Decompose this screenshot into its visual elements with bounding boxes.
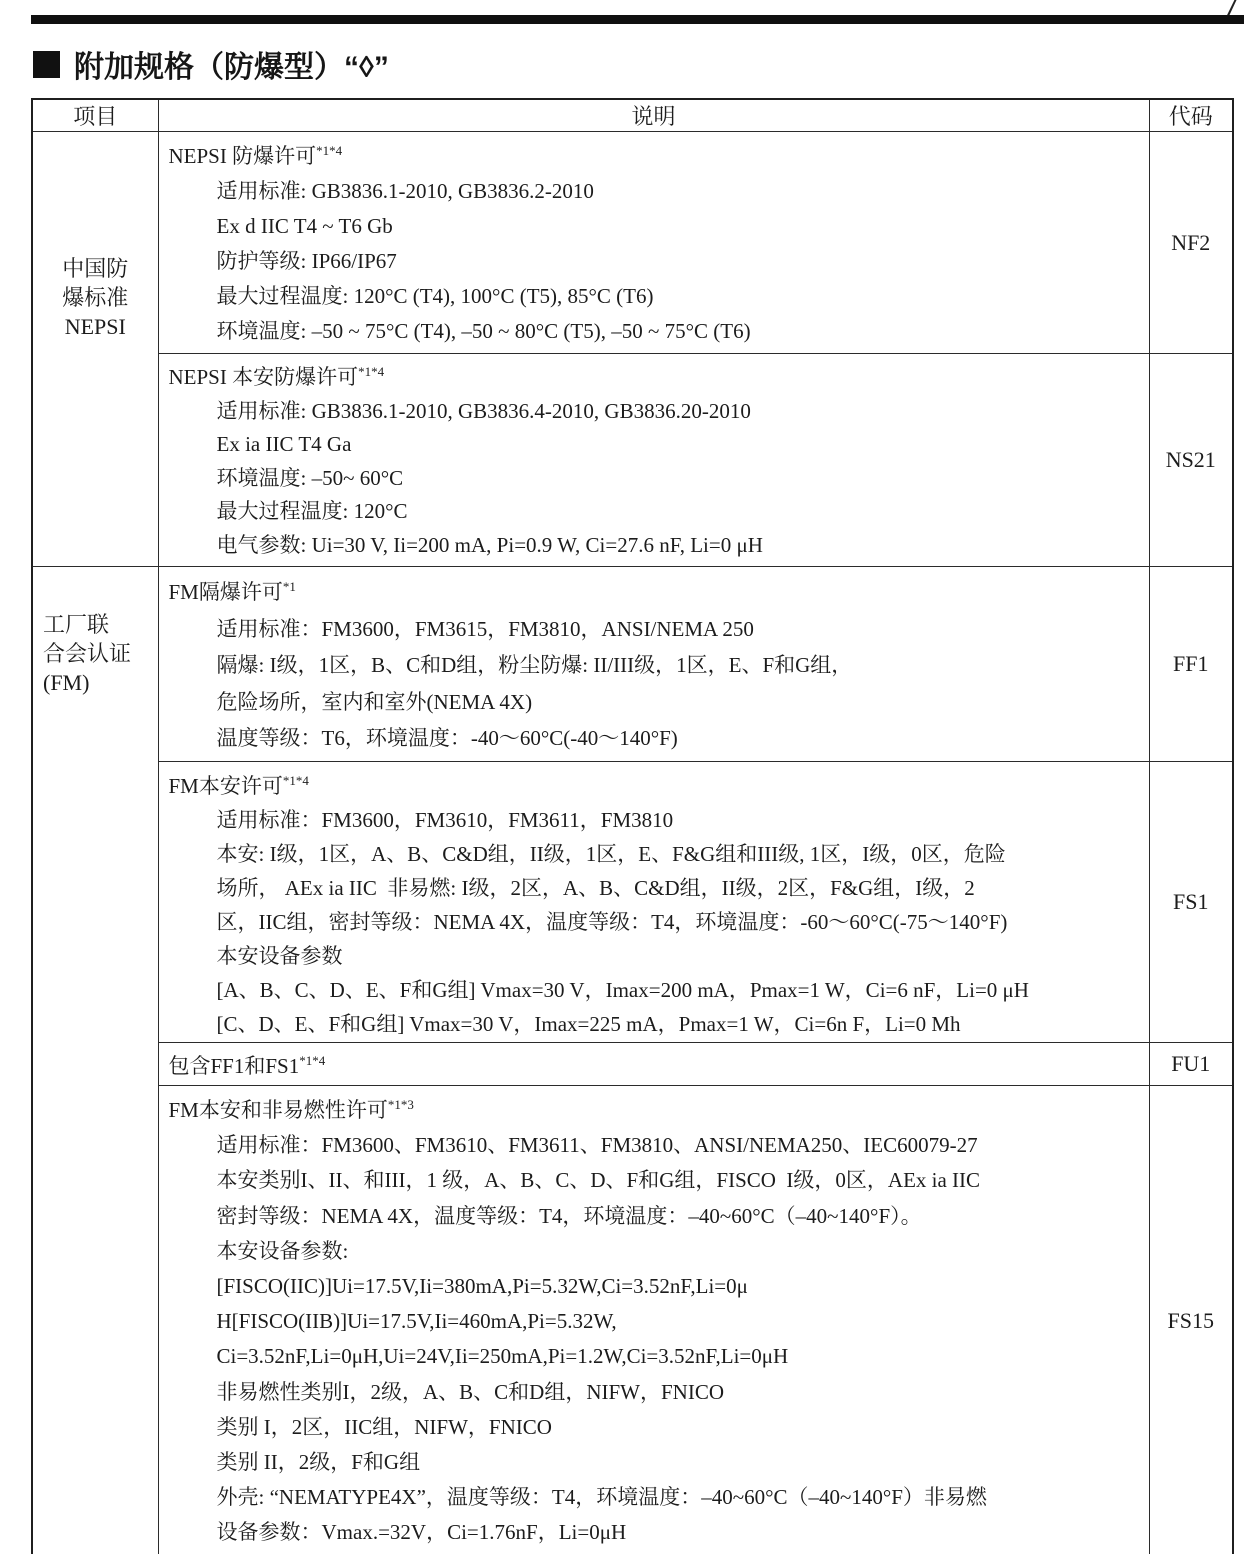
spec-line [169, 769, 1145, 803]
spec-text: 最大过程温度: 120°C [216, 499, 408, 523]
spec-text: Ci=3.52nF,Li=0μH,Ui=24V,Ii=250mA,Pi=1.2W,Ci=3.52nF,Li=0μH [216, 1344, 789, 1369]
spec-text: FM隔爆许可 [168, 580, 283, 604]
footnote-marker: *1*3 [387, 1097, 414, 1112]
spec-text: 环境温度: –50 ~ 75°C (T4), –50 ~ 80°C (T5), –50 ~ 75°C (T6) [216, 319, 751, 343]
spec-text: 区，IIC组，密封等级：NEMA 4X，温度等级：T4，环境温度：-60～60°C(-75～140°F) [216, 910, 1008, 934]
spec-text: 温度等级：T6，环境温度：-40～60°C(-40～140°F) [216, 726, 678, 750]
spec-line [169, 174, 1145, 209]
spec-cell-ns21 [158, 354, 1149, 567]
spec-text: 最大过程温度: 120°C (T4), 100°C (T5), 85°C (T6) [216, 284, 654, 308]
spec-text: [FISCO(IIC)]Ui=17.5V,Ii=380mA,Pi=5.32W,Ci=3.52nF,Li=0μ [216, 1274, 748, 1299]
spec-text: [C、D、E、F和G组] Vmax=30 V，Imax=225 mA，Pmax=1 W，Ci=6n F，Li=0 Mh [216, 1012, 961, 1036]
spec-line [169, 1304, 1145, 1339]
col-header-item: 项目 [32, 99, 158, 132]
col-header-code: 代码 [1149, 99, 1233, 132]
table-header-row [32, 99, 1233, 132]
spec-table [31, 98, 1234, 1554]
spec-line [169, 720, 1145, 757]
footnote-marker: *1*4 [299, 1053, 326, 1068]
spec-text: 本安设备参数 [216, 944, 343, 968]
spec-line [169, 279, 1145, 314]
code-cell-ff1: FF1 [1149, 567, 1233, 762]
spec-line [169, 1375, 1145, 1410]
spec-text: FM本安和非易燃性许可 [168, 1098, 388, 1122]
spec-text: Ex ia IIC T4 Ga [216, 432, 352, 456]
group-label-line: 中国防 [62, 256, 129, 281]
spec-line [169, 1199, 1145, 1234]
spec-line [169, 209, 1145, 244]
spec-text: 本安设备参数: [216, 1238, 349, 1263]
spec-line [169, 244, 1145, 279]
spec-text: 本安: I级，1区，A、B、C&D组，II级，1区，E、F&G组和III级, 1区，I级，0区，危险 [216, 842, 1006, 866]
spec-cell-fs15 [158, 1086, 1149, 1554]
code-cell-fu1: FU1 [1149, 1043, 1233, 1086]
spec-line [169, 1339, 1145, 1374]
spec-line [169, 462, 1145, 496]
group-label-line: (FM) [43, 670, 90, 695]
spec-text: 类别 I，2区，IIC组，NIFW，FNICO [216, 1414, 552, 1439]
spec-line [169, 973, 1145, 1007]
spec-line [169, 1234, 1145, 1269]
table-row-fs15 [32, 1086, 1233, 1554]
section-bullet-icon [33, 51, 60, 78]
spec-text: 环境温度: –50~ 60°C [216, 465, 404, 490]
table-row-nf2 [32, 132, 1233, 354]
spec-line [169, 495, 1145, 529]
spec-line [169, 1007, 1145, 1041]
spec-line [169, 871, 1145, 905]
spec-text: 电气参数: Ui=30 V, Ii=200 mA, Pi=0.9 W, Ci=27.6 nF, Li=0 μH [216, 532, 763, 557]
spec-line [169, 1128, 1145, 1163]
footnote-marker: *1*4 [358, 364, 385, 379]
spec-cell-fs1 [158, 762, 1149, 1043]
spec-line [169, 314, 1145, 349]
footnote-marker: *1 [282, 579, 296, 594]
spec-line [169, 1445, 1145, 1480]
spec-text: 适用标准：FM3600，FM3610，FM3611，FM3810 [216, 808, 674, 832]
spec-text: 密封等级：NEMA 4X，温度等级：T4，环境温度：–40~60°C（–40~140°F）。 [216, 1203, 922, 1228]
section-title [33, 42, 389, 86]
spec-line [169, 1410, 1145, 1445]
code-cell-fs15: FS15 [1149, 1086, 1233, 1554]
table-row-ff1 [32, 567, 1233, 762]
spec-text: 隔爆: I级，1区，B、C和D组，粉尘防爆: II/III级，1区，E、F和G组， [216, 653, 853, 677]
spec-text: 类别 II，2级，F和G组 [216, 1450, 421, 1475]
spec-cell-ff1 [158, 567, 1149, 762]
spec-line [169, 395, 1145, 429]
spec-text: 适用标准: GB3836.1-2010, GB3836.2-2010 [216, 179, 594, 203]
code-cell-fs1: FS1 [1149, 762, 1233, 1043]
table-row-fu1 [32, 1043, 1233, 1086]
spec-line [169, 1163, 1145, 1198]
table-row-fs1 [32, 762, 1233, 1043]
spec-text: 适用标准：FM3600，FM3615，FM3810，ANSI/NEMA 250 [216, 616, 754, 641]
group-label-line: 工厂联 [43, 612, 110, 637]
spec-text: 危险场所，室内和室外(NEMA 4X) [216, 689, 533, 714]
spec-text: 适用标准: GB3836.1-2010, GB3836.4-2010, GB3836.20-2010 [216, 398, 751, 423]
spec-line [169, 529, 1145, 563]
spec-line [169, 939, 1145, 973]
group-label-line: NEPSI [64, 314, 126, 339]
spec-text: 防护等级: IP66/IP67 [216, 249, 397, 273]
spec-text: 场所， AEx ia IIC 非易燃: I级，2区，A、B、C&D组，II级，2区，F&G组，I级，2 [216, 876, 975, 900]
spec-text: NEPSI 防爆许可 [168, 144, 317, 168]
spec-line [169, 1480, 1145, 1515]
section-title-text: 附加规格（防爆型）“◊” [74, 51, 389, 84]
spec-text: [A、B、C、D、E、F和G组] Vmax=30 V，Imax=200 mA，Pmax=1 W，Ci=6 nF，Li=0 μH [216, 978, 1029, 1002]
spec-text: 包含FF1和FS1 [168, 1054, 300, 1078]
spec-text: Ex d IIC T4 ~ T6 Gb [216, 214, 393, 238]
spec-line [169, 905, 1145, 939]
spec-line [169, 574, 1145, 611]
spec-line [169, 1269, 1145, 1304]
code-cell-nf2: NF2 [1149, 132, 1233, 354]
group-label-line: 爆标准 [62, 285, 129, 310]
spec-line [169, 803, 1145, 837]
group-label-fm [32, 567, 158, 1554]
spec-line [169, 837, 1145, 871]
header-rule [31, 15, 1244, 24]
code-cell-ns21: NS21 [1149, 354, 1233, 567]
group-label-nepsi [32, 132, 158, 567]
spec-text: 非易燃性类别I，2级，A、B、C和D组，NIFW，FNICO [216, 1379, 725, 1404]
spec-cell-fu1 [158, 1043, 1149, 1086]
col-header-description: 说明 [158, 99, 1149, 132]
spec-text: FM本安许可 [168, 774, 283, 798]
spec-line [169, 361, 1145, 395]
spec-line [169, 1093, 1145, 1128]
spec-text: 本安类别I、II、和III，1 级，A、B、C、D、F和G组，FISCO I级，0区，AEx ia IIC [216, 1168, 981, 1193]
spec-text: NEPSI 本安防爆许可 [168, 365, 359, 389]
spec-cell-nf2 [158, 132, 1149, 354]
spec-line [169, 1050, 1145, 1082]
group-label-line: 合会认证 [43, 641, 132, 666]
spec-line [169, 611, 1145, 648]
spec-text: 外壳: “NEMATYPE4X”，温度等级：T4，环境温度：–40~60°C（–40~140°F）非易燃 [216, 1485, 987, 1510]
footnote-marker: *1*4 [282, 773, 309, 788]
spec-line [169, 647, 1145, 684]
spec-text: H[FISCO(IIB)]Ui=17.5V,Ii=460mA,Pi=5.32W, [216, 1309, 617, 1334]
spec-line [169, 428, 1145, 462]
footnote-marker: *1*4 [316, 143, 343, 158]
spec-text: 适用标准：FM3600、FM3610、FM3611、FM3810、ANSI/NEMA250、IEC60079-27 [216, 1133, 978, 1158]
table-row-ns21 [32, 354, 1233, 567]
spec-text: 设备参数：Vmax.=32V，Ci=1.76nF，Li=0μH [216, 1520, 627, 1545]
spec-line [169, 1515, 1145, 1550]
spec-line [169, 139, 1145, 174]
spec-line [169, 684, 1145, 721]
